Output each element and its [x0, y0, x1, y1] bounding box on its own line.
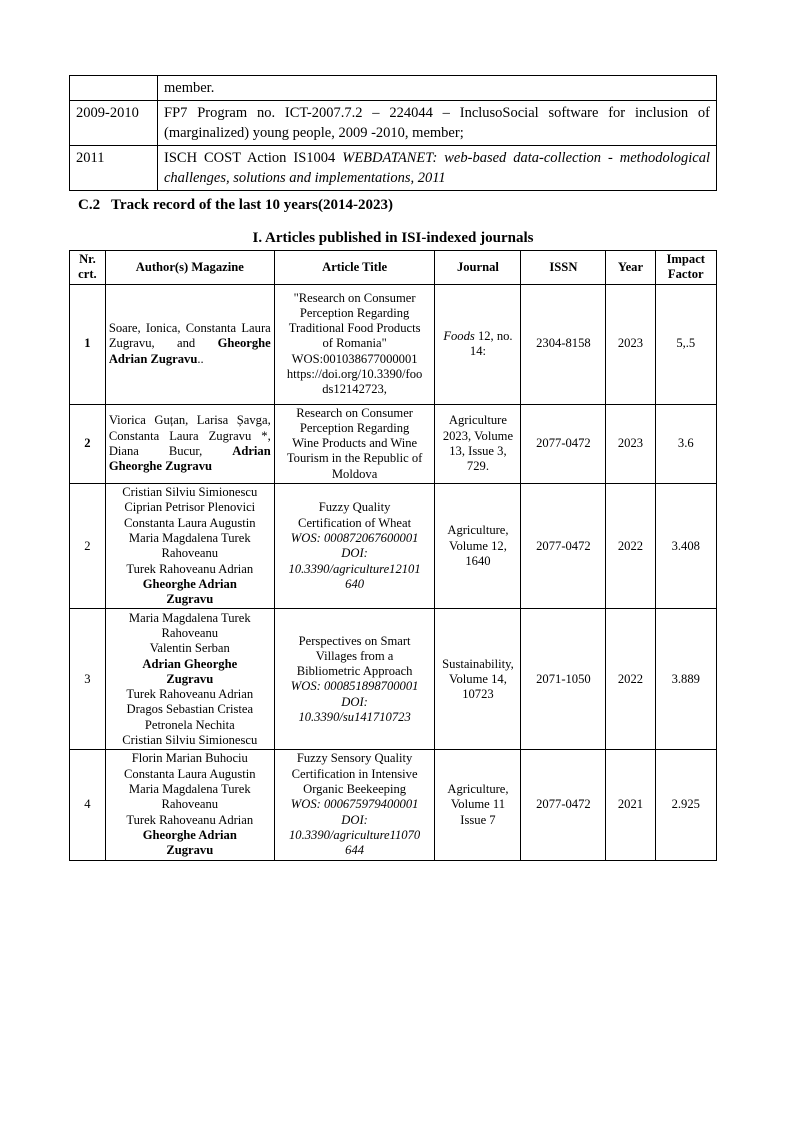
projects-table — [69, 75, 717, 191]
impact-cell: 3.889 — [655, 609, 716, 750]
table-row — [70, 101, 717, 146]
header-year: Year — [606, 251, 655, 285]
title-line: Villages from a — [315, 648, 394, 663]
author-line: Turek Rahoveanu Adrian — [126, 812, 254, 827]
journal-line: Issue 7 — [460, 812, 496, 827]
title-id-line: DOI: — [341, 694, 368, 709]
articles-table — [69, 250, 717, 861]
author-line: Maria Magdalena Turek — [128, 782, 251, 797]
issn-cell: 2071-1050 — [521, 609, 606, 750]
header-nr: Nr. crt. — [70, 251, 106, 285]
year-cell: 2022 — [606, 609, 655, 750]
title-line: Tourism in the Republic of — [286, 451, 423, 466]
description-cell: member. — [158, 76, 717, 101]
journal-line: Sustainability, — [442, 656, 514, 671]
journal-cell — [435, 404, 521, 483]
title-cell — [274, 750, 435, 860]
author-line: Constanta Laura Augustin — [124, 766, 256, 781]
author-bold-line: Gheorghe Adrian — [142, 827, 237, 842]
title-id-line: DOI: — [341, 546, 368, 561]
author-line: Rahoveanu — [161, 797, 219, 812]
author-bold-line: Zugravu — [166, 671, 214, 686]
table-row — [70, 284, 717, 404]
journal-line: Volume 14, — [449, 671, 507, 686]
table-row — [70, 484, 717, 609]
journal-line: Volume 12, — [449, 538, 507, 553]
header-journal: Journal — [435, 251, 521, 285]
journal-cell — [435, 750, 521, 860]
author-line: Cristian Silviu Simionescu — [122, 732, 258, 747]
title-line: of Romania" — [322, 336, 387, 351]
table-row — [70, 404, 717, 483]
year-cell: 2011 — [70, 146, 158, 191]
author-bold-line: Zugravu — [166, 843, 214, 858]
journal-line: 10723 — [462, 687, 494, 702]
authors-tail-text: .. — [197, 351, 204, 366]
year-cell: 2009-2010 — [70, 101, 158, 146]
author-bold-line: Adrian Gheorghe — [142, 656, 238, 671]
journal-italic-text: Foods — [443, 328, 475, 343]
authors-cell — [105, 404, 274, 483]
author-line: Turek Rahoveanu Adrian — [126, 561, 254, 576]
title-line: Bibliometric Approach — [296, 664, 413, 679]
year-cell: 2022 — [606, 484, 655, 609]
header-row — [70, 251, 717, 285]
authors-cell — [105, 609, 274, 750]
journal-cell — [435, 284, 521, 404]
title-line: Traditional Food Products — [288, 321, 421, 336]
impact-cell: 3.408 — [655, 484, 716, 609]
description-text: ISCH COST Action IS1004 — [164, 150, 343, 166]
title-line: Wine Products and Wine — [292, 436, 418, 451]
title-id-line: 10.3390/agriculture12101 — [288, 561, 421, 576]
title-line: ds12142723, — [322, 382, 387, 397]
author-bold-line: Zugravu — [166, 592, 214, 607]
author-line: Petronela Nechita — [144, 717, 235, 732]
impact-cell: 2.925 — [655, 750, 716, 860]
nr-cell: 3 — [70, 609, 106, 750]
year-cell — [70, 76, 158, 101]
author-line: Rahoveanu — [161, 546, 219, 561]
author-line: Constanta Laura Augustin — [124, 515, 256, 530]
author-line: Maria Magdalena Turek — [128, 530, 251, 545]
author-line: Rahoveanu — [161, 625, 219, 640]
header-authors: Author(s) Magazine — [105, 251, 274, 285]
journal-line: Agriculture, — [447, 523, 509, 538]
title-cell — [274, 404, 435, 483]
impact-cell: 5,.5 — [655, 284, 716, 404]
table-title: I. Articles published in ISI-indexed journals — [252, 230, 534, 246]
title-id-line: DOI: — [341, 812, 368, 827]
authors-cell — [105, 750, 274, 860]
author-line: Maria Magdalena Turek — [128, 610, 251, 625]
title-id-line: 640 — [345, 576, 365, 591]
nr-cell: 2 — [70, 484, 106, 609]
title-id-line: 10.3390/su141710723 — [298, 710, 411, 725]
title-line: Perception Regarding — [299, 305, 410, 320]
title-line: "Research on Consumer — [293, 290, 416, 305]
issn-cell: 2077-0472 — [521, 484, 606, 609]
nr-cell: 4 — [70, 750, 106, 860]
journal-line: 1640 — [465, 553, 491, 568]
year-cell: 2023 — [606, 284, 655, 404]
title-id-line: WOS: 000675979400001 — [290, 797, 419, 812]
title-id-line: WOS: 000851898700001 — [290, 679, 419, 694]
year-cell: 2023 — [606, 404, 655, 483]
journal-cell — [435, 484, 521, 609]
impact-cell: 3.6 — [655, 404, 716, 483]
authors-text: Soare, Ionica, Constanta Laura Zugravu, and — [108, 321, 271, 351]
description-cell: FP7 Program no. ICT-2007.7.2 – 224044 – InclusoSocial software for inclusion of (marginalized) young people, 2009 -2010, member; — [158, 101, 717, 146]
authors-bold-text: Gheorghe Adrian Zugravu — [108, 336, 271, 366]
nr-cell: 2 — [70, 404, 106, 483]
title-line: Certification in Intensive — [291, 766, 418, 781]
authors-cell — [105, 484, 274, 609]
table-row — [70, 146, 717, 191]
section-heading: C.2 Track record of the last 10 years(2014-2023) — [78, 197, 393, 213]
journal-line: 2023, Volume — [442, 428, 514, 443]
title-line: Research on Consumer — [296, 405, 413, 420]
title-line: Fuzzy Sensory Quality — [296, 751, 413, 766]
journal-line: Agriculture, — [447, 782, 509, 797]
title-cell — [274, 609, 435, 750]
description-italic-text: WEBDATANET: web-based data-collection - methodological challenges, solutions and implementations, 2011 — [164, 150, 710, 186]
title-cell — [274, 284, 435, 404]
title-line: Moldova — [331, 466, 378, 481]
title-id-line: 10.3390/agriculture11070 — [289, 827, 421, 842]
authors-text: Viorica Guțan, Larisa Șavga, Constanta Laura Zugravu *, Diana Bucur, — [108, 413, 271, 458]
title-line: Organic Beekeeping — [303, 782, 407, 797]
author-bold-line: Gheorghe Adrian — [142, 576, 237, 591]
title-line: Perception Regarding — [299, 420, 410, 435]
author-line: Florin Marian Buhociu — [131, 751, 248, 766]
title-cell — [274, 484, 435, 609]
journal-cell — [435, 609, 521, 750]
author-line: Turek Rahoveanu Adrian — [126, 687, 254, 702]
journal-line: Volume 11 — [450, 797, 506, 812]
author-line: Cristian Silviu Simionescu — [122, 485, 258, 500]
issn-cell: 2077-0472 — [521, 404, 606, 483]
header-impact-factor: Impact Factor — [655, 251, 716, 285]
author-line: Valentin Serban — [149, 641, 230, 656]
issn-cell: 2304-8158 — [521, 284, 606, 404]
authors-bold-text: Adrian Gheorghe Zugravu — [108, 443, 271, 474]
journal-line: Agriculture — [448, 413, 507, 428]
header-issn: ISSN — [521, 251, 606, 285]
header-title: Article Title — [274, 251, 435, 285]
description-cell — [158, 146, 717, 191]
journal-line: 13, Issue 3, — [449, 443, 507, 458]
issn-cell: 2077-0472 — [521, 750, 606, 860]
author-line: Dragos Sebastian Cristea — [126, 702, 254, 717]
table-row — [70, 750, 717, 860]
title-line: WOS:001038677000001 — [291, 351, 418, 366]
year-cell: 2021 — [606, 750, 655, 860]
title-id-line: WOS: 000872067600001 — [290, 530, 419, 545]
journal-text: 12, no. 14: — [469, 328, 513, 359]
authors-cell — [105, 284, 274, 404]
title-line: Certification of Wheat — [298, 515, 412, 530]
title-line: https://doi.org/10.3390/foo — [286, 367, 423, 382]
journal-line: 729. — [466, 459, 489, 474]
title-line: Perspectives on Smart — [298, 633, 411, 648]
title-id-line: 644 — [345, 843, 365, 858]
table-row — [70, 76, 717, 101]
author-line: Ciprian Petrisor Plenovici — [124, 500, 256, 515]
nr-cell: 1 — [70, 284, 106, 404]
table-row — [70, 609, 717, 750]
title-line: Fuzzy Quality — [318, 500, 391, 515]
